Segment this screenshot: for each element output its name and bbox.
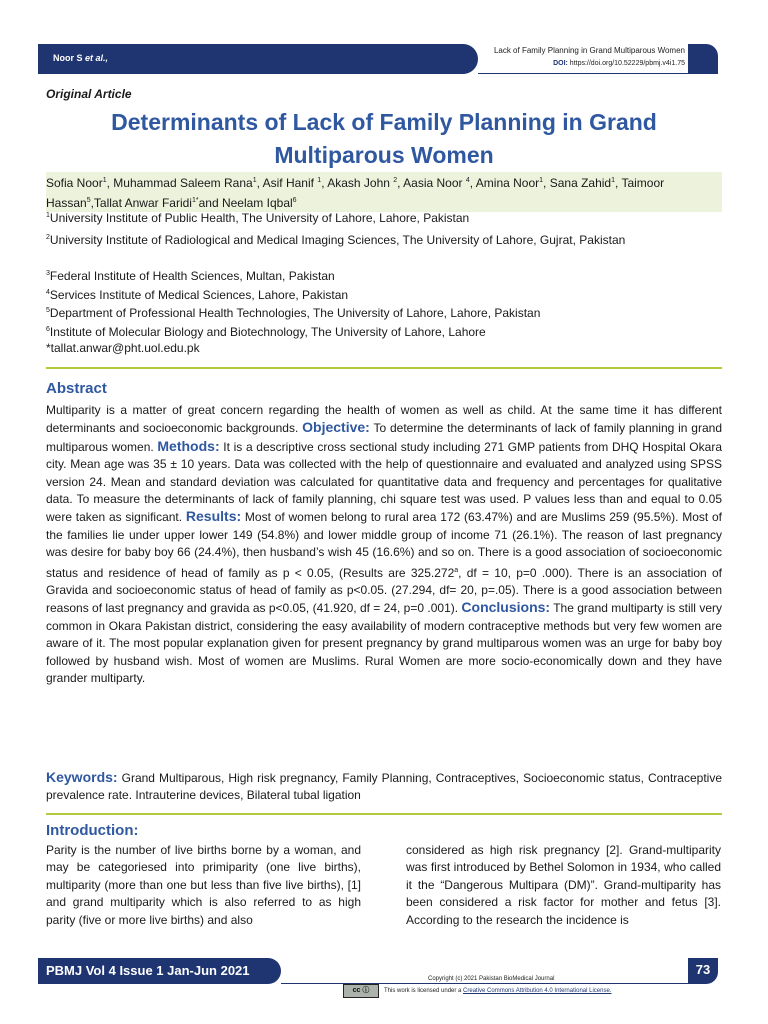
- copyright-notice: Copyright (c) 2021 Pakistan BioMedical Journal: [428, 976, 555, 982]
- cc-license-icon[interactable]: cc ⓘ: [343, 984, 379, 998]
- corresponding-email[interactable]: *tallat.anwar@pht.uol.edu.pk: [46, 341, 200, 355]
- author-list: Sofia Noor$^1$, Muhammad Saleem Rana$^1$, Asif Hanif $^1$, Akash John $^2$, Aasia Noor $^4$, Amina Noor$^1$, Sana Zahid$^1$, Taimoor Hassan$^5$,Tallat Anwar Faridi$^{1*}$and Neelam Iqbal$^6$: [46, 172, 722, 212]
- keywords-label: Keywords:: [46, 769, 118, 785]
- introduction-column-2: considered as high risk pregnancy [2]. Grand-multiparity was first introduced by Bethel Solomon in 1934, who called it the “Dangerous Multipara (DM)”. Grand-multiparity has been considered a risk factor for mother and fetus [3]. According to the research the incidence is: [406, 843, 721, 927]
- affiliation-2: $^2$University Institute of Radiological and Medical Imaging Sciences, The University of Lahore, Gujrat, Pakistan: [46, 233, 626, 247]
- keywords: Keywords: Grand Multiparous, High risk pregnancy, Family Planning, Contraceptives, Socioeconomic status, Contraceptive prevalence rate. Intrauterine devices, Bilateral tubal ligation: [46, 769, 722, 803]
- affiliation-5: $^5$Department of Professional Health Technologies, The University of Lahore, Lahore, Pakistan: [46, 306, 541, 320]
- license-notice: This work is licensed under a Creative Commons Attribution 4.0 International License.: [384, 988, 612, 994]
- journal-issue: PBMJ Vol 4 Issue 1 Jan-Jun 2021: [46, 963, 250, 978]
- abstract-heading: Abstract: [46, 380, 107, 397]
- results-label: Results:: [185, 508, 242, 525]
- objective-label: Objective:: [302, 419, 370, 436]
- section-divider-2: [46, 813, 722, 815]
- affiliation-6: $^6$Institute of Molecular Biology and Biotechnology, The University of Lahore, Lahore: [46, 325, 486, 339]
- header-corner-tab: [688, 44, 718, 74]
- affiliation-3: $^3$Federal Institute of Health Sciences, Multan, Pakistan: [46, 269, 335, 283]
- introduction-column-1: Parity is the number of live births borne by a woman, and may be categoriesed into primiparity (one live births), multiparity (more than one but less than five live births), [1] and grand multiparity which is also referred to as high parity (five or more live births) and also: [46, 843, 361, 927]
- doi[interactable]: DOI: https://doi.org/10.52229/pbmj.v4i1.75: [553, 60, 685, 67]
- header-rule: [478, 73, 688, 74]
- introduction-heading: Introduction:: [46, 822, 139, 839]
- methods-label: Methods:: [157, 437, 220, 454]
- article-title: Determinants of Lack of Family Planning in Grand Multiparous Women: [111, 109, 657, 168]
- section-divider: [46, 367, 722, 369]
- page-number: 73: [695, 962, 711, 977]
- article-type: Original Article: [46, 87, 132, 101]
- abstract-body: Multiparity is a matter of great concern regarding the health of women as well as child. At the same time it has different determinants and socioeconomic backgrounds. Objective: To determine the determinants of lack of family planning in grand multiparous women. Methods: It is a descriptive cross sectional study including 271 GMP patients from DHQ Hospital Okara city. Mean age was 35 ± 10 years. Data was collected with the help of questionnaire and evaluated and analyzed using SPSS version 24. Mean and standard deviation was calculated for quantitative data and frequency and percentages for qualitative data. To measure the determinants of lack of family planning, chi square test was used. P values less than and equal to 0.05 were taken as significant. Results: Most of women belong to rural area 172 (63.47%) and are Muslims 259 (95.5%). Most of the families lie under upper lower 149 (54.8%) and lower middle group of income 71 (26.1%). The reason of last pregnancy was desire for baby boy 66 (24.4%), then husband’s wish 45 (16.6%) and so on. There is a good association of socioeconomic status and residence of head of family as p < 0.05, (Results are 325.272$^a$, df = 10, p=0 .000). There is an association of Gravida and socioeconomic status of head of family as p<0.05. (27.294, df= 20, p=.05). There is a good association between reasons of last pregnancy and gravida as p<0.05, (41.920, df = 24, p=0 .001). Conclusions: The grand multiparty is still very common in Okara Pakistan district, considering the easy availability of modern contraceptive methods but very few women are aware of it. The most popular explanation given for present pregnancy by grand multiparous women was an urge for baby boy followed by husband wish. Most of women are Muslims. Rural Women are more socio-economically down and they have grander multiparty.: [46, 403, 722, 686]
- affiliation-4: $^4$Services Institute of Medical Sciences, Lahore, Pakistan: [46, 288, 349, 302]
- license-link[interactable]: Creative Commons Attribution 4.0 International License.: [463, 988, 612, 994]
- conclusions-label: Conclusions:: [461, 599, 551, 616]
- affiliation-1: $^1$University Institute of Public Health, The University of Lahore, Lahore, Pakistan: [46, 211, 470, 225]
- header-author: Noor S et al.,: [53, 53, 109, 63]
- running-title: Lack of Family Planning in Grand Multiparous Women: [493, 46, 685, 55]
